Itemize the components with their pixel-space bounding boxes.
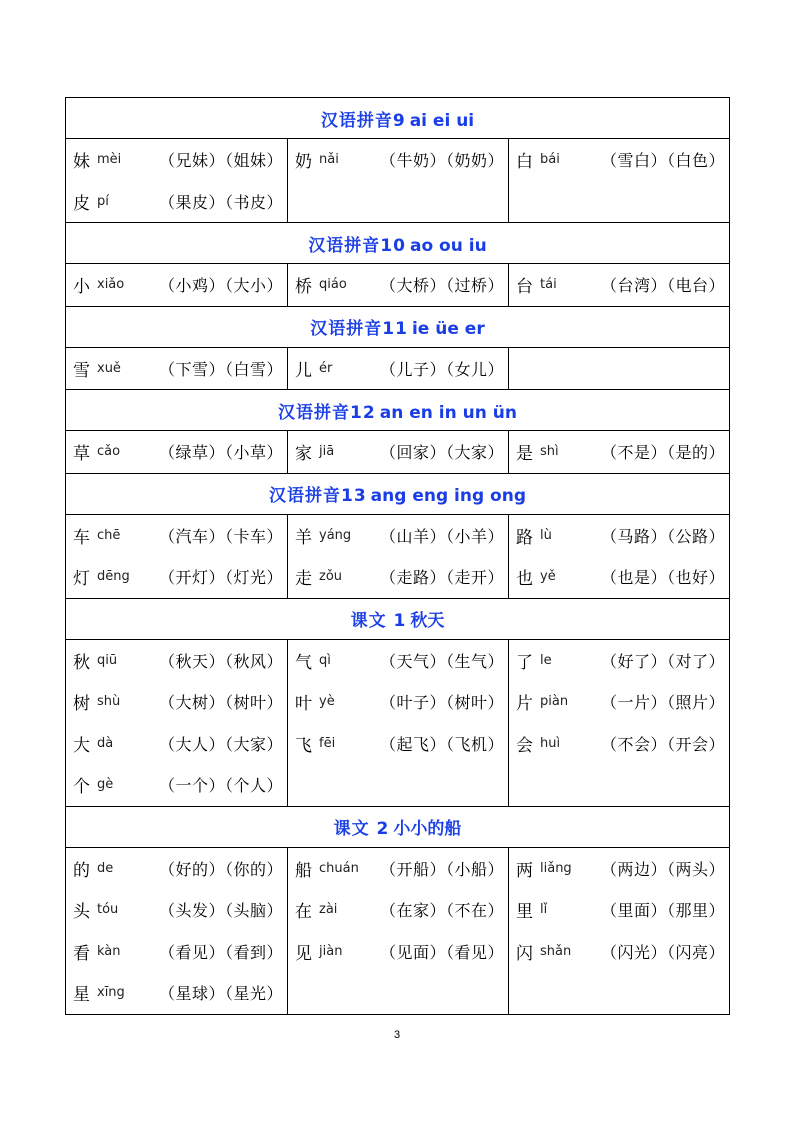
character: 个 [73,777,90,798]
section-heading [66,598,730,639]
character: 会 [516,735,533,756]
character: 灯 [73,569,90,590]
vocab-entry [73,931,283,973]
vocab-entry [73,348,283,390]
example-words: （开船）（小船） [379,859,504,879]
vocab-entry [295,515,504,557]
character: 在 [295,902,312,923]
pinyin: cǎo [97,444,121,460]
vocab-entry [73,889,283,931]
pinyin: xiǎo [97,277,125,293]
entry-column [66,264,288,307]
pinyin: zǒu [319,569,343,585]
entry-column [288,347,509,390]
pinyin: qì [319,652,331,668]
pinyin: xīng [97,985,125,1001]
entry-column [288,431,509,474]
vocab-entry [516,889,725,931]
character: 两 [516,860,533,881]
character: 气 [295,652,312,673]
example-words: （在家）（不在） [379,901,504,921]
section-title: 课文 2 [333,819,390,839]
entry-column [509,431,730,474]
example-words: （闪光）（闪亮） [601,942,726,962]
section-heading [66,98,730,139]
character: 车 [73,527,90,548]
pinyin: le [540,652,552,668]
vocab-entry [295,681,504,723]
vocab-entry [73,681,283,723]
section-title: 汉语拼音9 [320,110,406,131]
vocab-entry [73,972,283,1014]
section-heading [66,390,730,431]
example-words: （两边）（两头） [601,859,726,879]
example-words: （儿子）（女儿） [379,359,504,379]
pinyin: qiū [97,652,118,668]
pinyin: zài [319,902,338,918]
pinyin: shì [540,444,559,460]
pinyin: mèi [97,152,122,168]
character: 雪 [73,360,90,381]
vocab-entry [295,139,504,181]
character: 妹 [73,152,90,173]
example-words: （好了）（对了） [601,651,726,671]
section-subtitle: an en in un ün [379,402,517,423]
section-subtitle: 小小的船 [393,819,462,839]
character: 了 [516,652,533,673]
character: 草 [73,444,90,465]
section-heading [66,306,730,347]
pinyin: dà [97,735,114,751]
section-subtitle: ao ou iu [409,235,487,256]
example-words: （开灯）（灯光） [158,568,283,588]
example-words: （起飞）（飞机） [379,734,504,754]
character: 奶 [295,152,312,173]
section-header [66,223,730,264]
example-words: （大人）（大家） [158,734,283,754]
example-words: （叶子）（树叶） [379,693,504,713]
section-body [66,347,730,390]
character: 家 [295,444,312,465]
vocab-entry [295,889,504,931]
character: 羊 [295,527,312,548]
pinyin: qiáo [319,277,347,293]
entry-column [288,139,509,223]
pinyin: chuán [319,860,359,876]
character: 大 [73,735,90,756]
section-title: 汉语拼音13 [268,486,367,506]
section-header [66,473,730,514]
vocab-entry [295,348,504,390]
section-body [66,139,730,223]
entry-column [66,347,288,390]
vocab-entry [73,848,283,890]
pinyin: tóu [97,902,119,918]
vocab-entry [516,139,725,181]
pinyin: lǐ [540,902,548,918]
page-number: 3 [393,1029,401,1041]
vocab-entry [73,515,283,557]
entry-column [66,847,288,1014]
vocab-entry [516,556,725,598]
character: 儿 [295,360,312,381]
vocab-entry [516,640,725,682]
vocab-entry [295,556,504,598]
vocab-entry [516,931,725,973]
pinyin: yè [319,694,335,710]
vocab-entry [516,723,725,765]
section-heading [66,473,730,514]
section-subtitle: ang eng ing ong [370,486,527,506]
character: 是 [516,444,533,465]
section-body [66,847,730,1014]
section-title: 汉语拼音11 [310,319,408,339]
entry-column [288,514,509,598]
example-words: （兄妹）（姐妹） [158,151,283,171]
entry-column [66,431,288,474]
example-words: （回家）（大家） [379,443,504,463]
pinyin: ér [319,360,333,376]
example-words: （不是）（是的） [601,443,726,463]
vocab-entry [295,264,504,306]
pinyin: lù [540,527,552,543]
pinyin: liǎng [540,860,572,876]
entry-column [288,264,509,307]
pinyin: chē [97,527,121,543]
section-header [66,598,730,639]
pinyin: shù [97,694,121,710]
character: 秋 [73,652,90,673]
character: 头 [73,902,90,923]
example-words: （天气）（生气） [379,651,504,671]
pinyin: yě [540,569,556,585]
example-words: （好的）（你的） [158,859,283,879]
section-title: 课文 1 [350,611,407,631]
character: 飞 [295,735,312,756]
pinyin: dēng [97,569,130,585]
example-words: （台湾）（电台） [601,276,726,296]
character: 小 [73,277,90,298]
section-subtitle: ai ei ui [409,110,475,131]
vocab-entry [295,723,504,765]
pinyin: nǎi [319,152,339,168]
example-words: （牛奶）（奶奶） [379,151,504,171]
character: 白 [516,152,533,173]
pinyin: huì [540,735,561,751]
example-words: （雪白）（白色） [601,151,726,171]
entry-column [509,139,730,223]
section-header [66,390,730,431]
example-words: （星球）（星光） [158,984,283,1004]
pinyin: xuě [97,360,121,376]
vocab-entry [516,515,725,557]
vocab-entry [73,181,283,223]
vocab-entry [295,431,504,473]
section-body [66,514,730,598]
entry-column [288,847,509,1014]
vocab-entry [516,681,725,723]
example-words: （走路）（走开） [379,568,504,588]
character: 也 [516,569,533,590]
vocab-entry [73,556,283,598]
example-words: （见面）（看见） [379,942,504,962]
pinyin: jiā [319,444,335,460]
example-words: （不会）（开会） [601,734,726,754]
character: 树 [73,694,90,715]
vocab-entry [73,723,283,765]
vocab-entry [516,848,725,890]
example-words: （看见）（看到） [158,942,283,962]
vocab-entry [516,431,725,473]
pinyin: kàn [97,943,121,959]
pinyin: fēi [319,735,336,751]
example-words: （下雪）（白雪） [158,359,283,379]
character: 的 [73,860,90,881]
entry-column [66,139,288,223]
character: 路 [516,527,533,548]
vocab-entry [516,264,725,306]
character: 台 [516,277,533,298]
section-heading [66,806,730,847]
pinyin: de [97,860,114,876]
character: 桥 [295,277,312,298]
example-words: （头发）（头脑） [158,901,283,921]
vocab-entry [73,640,283,682]
example-words: （一个）（个人） [158,776,283,796]
pinyin: piàn [540,694,569,710]
entry-column [66,639,288,806]
vocab-entry [73,139,283,181]
section-subtitle: 秋天 [410,611,445,631]
vocab-entry [295,931,504,973]
section-body [66,431,730,474]
example-words: （大树）（树叶） [158,693,283,713]
section-header [66,306,730,347]
example-words: （大桥）（过桥） [379,276,504,296]
character: 星 [73,985,90,1006]
vocab-entry [295,848,504,890]
character: 船 [295,860,312,881]
section-body [66,639,730,806]
character: 看 [73,943,90,964]
vocabulary-table [65,97,730,1015]
entry-column [509,347,730,390]
pinyin: jiàn [319,943,343,959]
vocab-entry [295,640,504,682]
pinyin: bái [540,152,560,168]
example-words: （果皮）（书皮） [158,192,283,212]
character: 见 [295,943,312,964]
example-words: （也是）（也好） [601,568,726,588]
section-title: 汉语拼音10 [308,235,406,256]
entry-column [66,514,288,598]
example-words: （秋天）（秋风） [158,651,283,671]
example-words: （里面）（那里） [601,901,726,921]
character: 里 [516,902,533,923]
section-header [66,806,730,847]
pinyin: tái [540,277,557,293]
example-words: （马路）（公路） [601,526,726,546]
entry-column [509,514,730,598]
character: 走 [295,569,312,590]
entry-column [509,639,730,806]
pinyin: pí [97,193,109,209]
character: 闪 [516,943,533,964]
entry-column [509,264,730,307]
entry-column [509,847,730,1014]
section-heading [66,223,730,264]
vocab-entry [73,264,283,306]
pinyin: shǎn [540,943,572,959]
character: 皮 [73,193,90,214]
section-header [66,98,730,139]
entry-column [288,639,509,806]
vocab-entry [73,431,283,473]
character: 片 [516,694,533,715]
example-words: （小鸡）（大小） [158,276,283,296]
pinyin: gè [97,777,114,793]
character: 叶 [295,694,312,715]
pinyin: yáng [319,527,352,543]
example-words: （绿草）（小草） [158,443,283,463]
section-subtitle: ie üe er [411,319,485,339]
section-title: 汉语拼音12 [278,402,376,423]
example-words: （汽车）（卡车） [158,526,283,546]
vocab-entry [73,764,283,806]
example-words: （一片）（照片） [601,693,726,713]
example-words: （山羊）（小羊） [379,526,504,546]
section-body [66,264,730,307]
